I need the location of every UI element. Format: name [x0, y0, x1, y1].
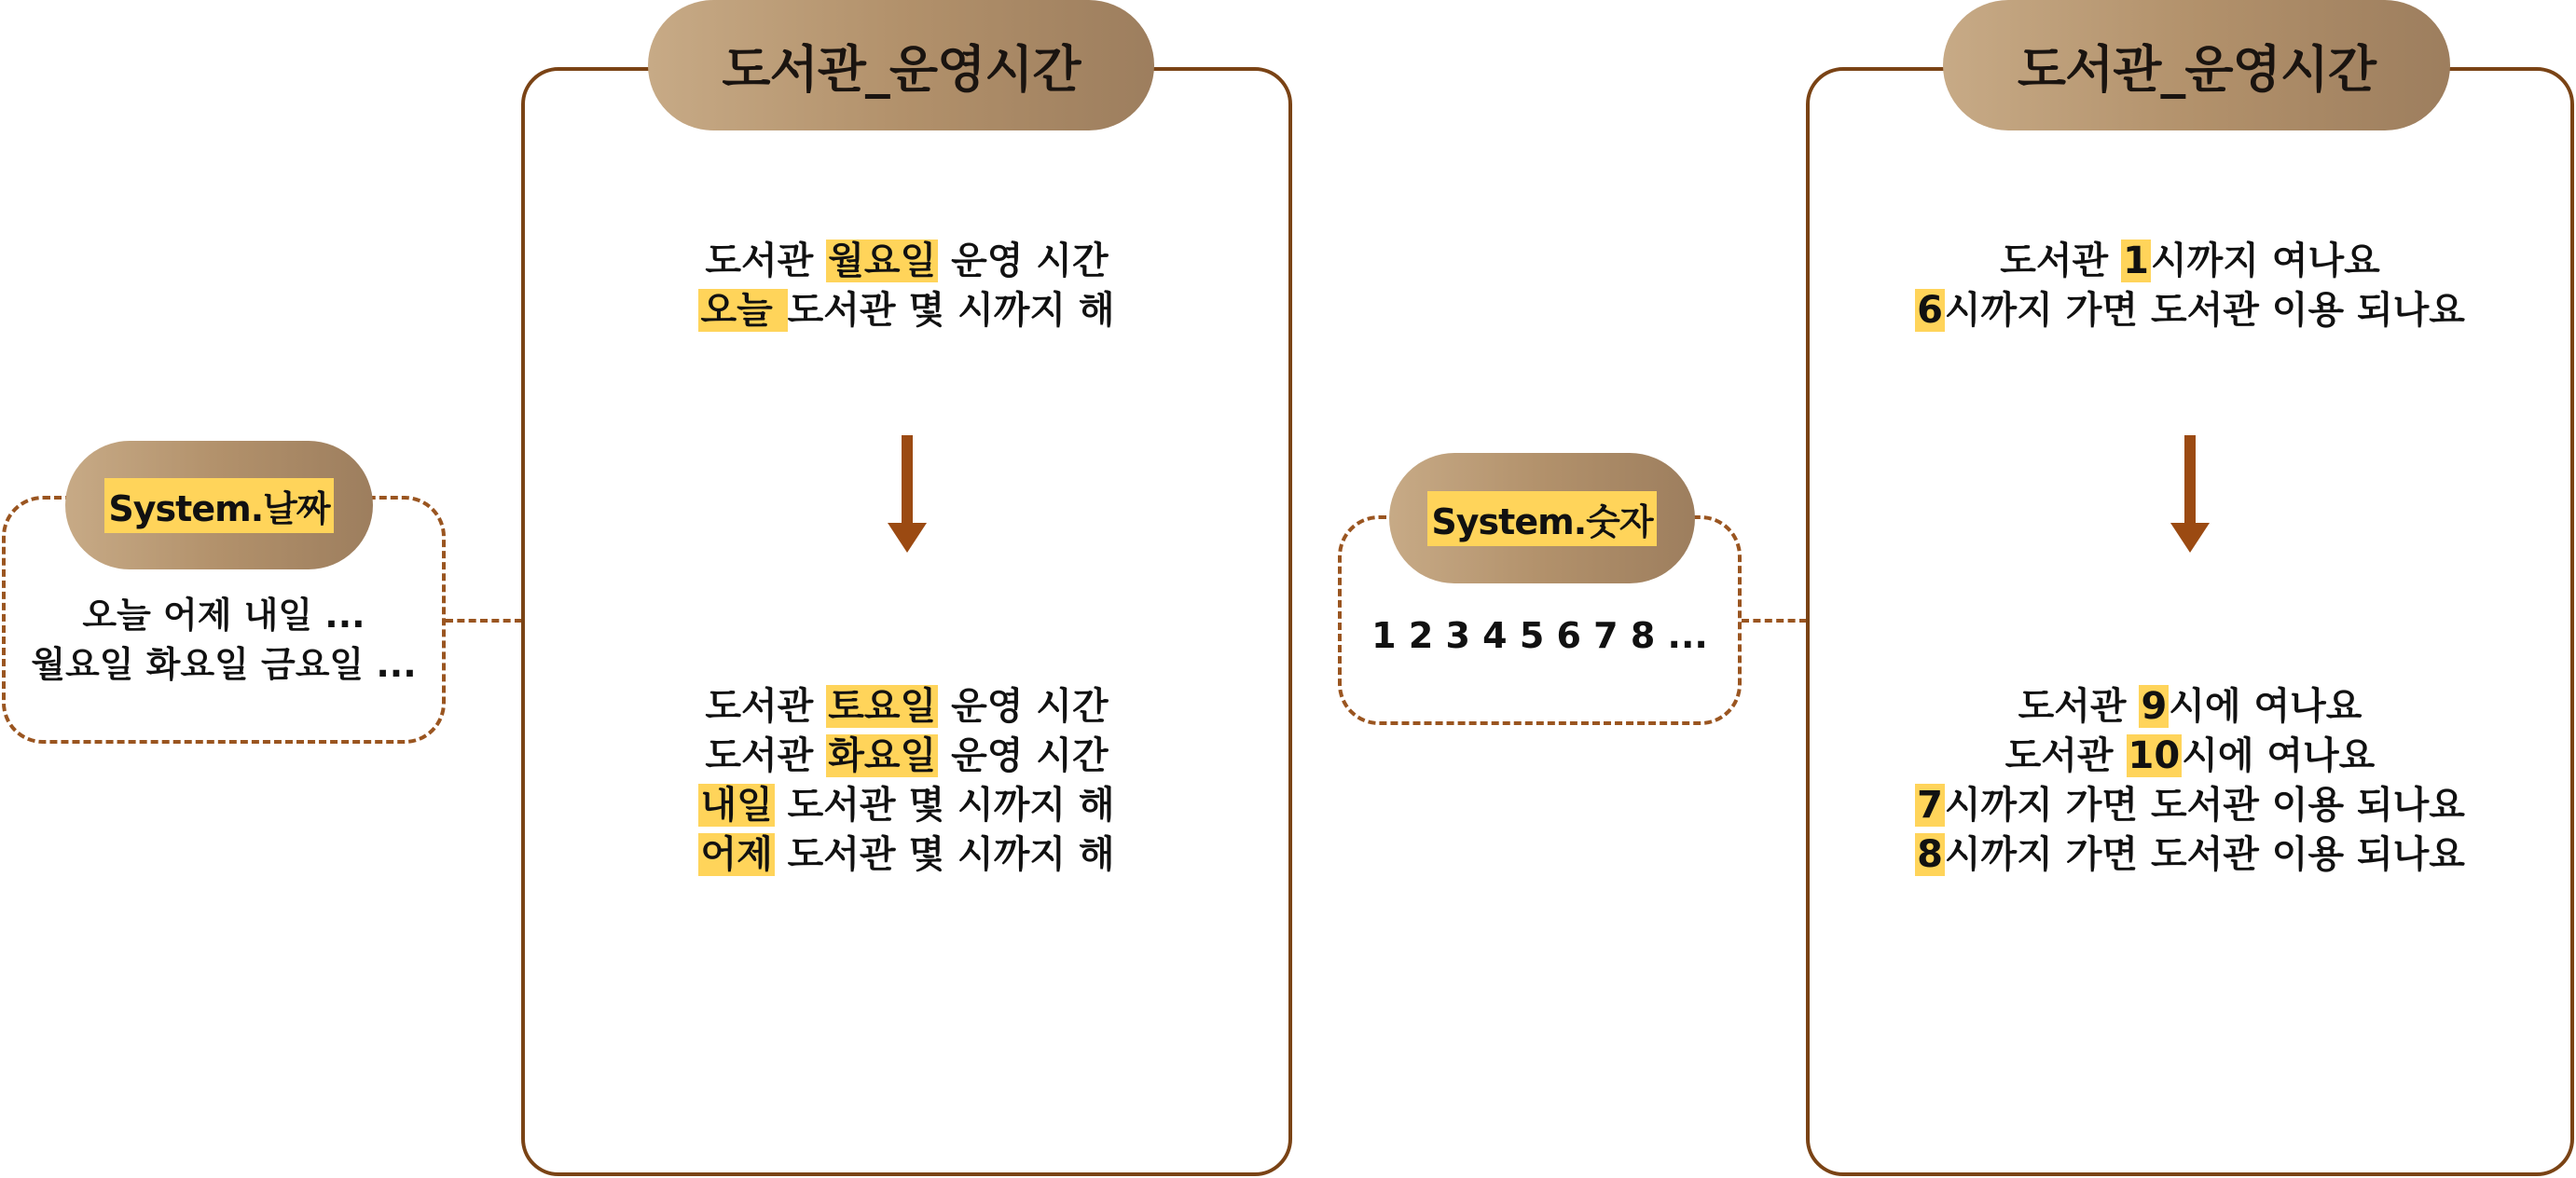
sentence-text: 시에 여나요: [2169, 685, 2362, 728]
sentence-text: 시까지 가면 도서관 이용 되나요: [1944, 289, 2465, 332]
arrow-head: [2170, 523, 2210, 553]
date-connector: [446, 619, 522, 623]
example-sentence: [1806, 682, 2574, 732]
entity-highlight: 토요일: [828, 685, 937, 728]
entity-highlight: 어제: [700, 833, 773, 876]
example-sentence: [1806, 732, 2574, 781]
example-sentence: [521, 830, 1292, 880]
arrow-shaft: [902, 435, 913, 527]
sentence-text: 도서관: [705, 734, 827, 777]
right-panel-title-pill: [1943, 0, 2450, 130]
number-source-line: 1 2 3 4 5 6 7 8 ...: [1371, 615, 1708, 656]
example-sentence: [1806, 286, 2574, 336]
sentence-text: 도서관: [2000, 240, 2122, 282]
example-sentence: [1806, 237, 2574, 286]
sentence-text: 운영 시간: [938, 240, 1109, 282]
arrow-head: [888, 523, 927, 553]
sentence-text: 시까지 가면 도서관 이용 되나요: [1944, 833, 2465, 876]
left-panel-title-pill: [648, 0, 1154, 130]
example-sentence: [521, 732, 1292, 781]
entity-highlight: 7: [1917, 784, 1943, 827]
right-panel-title: 도서관_운영시간: [2017, 39, 2376, 99]
entity-highlight: 오늘: [700, 289, 786, 332]
date-source-pill: [65, 441, 373, 569]
number-source-label: System.숫자: [1427, 491, 1656, 546]
entity-highlight: 6: [1917, 289, 1943, 332]
example-sentence: [521, 237, 1292, 286]
sentence-text: 도서관: [2018, 685, 2140, 728]
arrow-shaft: [2184, 435, 2196, 527]
sentence-text: 시까지 여나요: [2150, 240, 2380, 282]
entity-highlight: 10: [2128, 734, 2181, 777]
sentence-text: 도서관 몇 시까지 해: [774, 833, 1115, 876]
date-source-examples: [2, 591, 446, 690]
left-before-examples: [521, 237, 1292, 336]
entity-highlight: 화요일: [828, 734, 937, 777]
sentence-text: 도서관 몇 시까지 해: [787, 289, 1115, 332]
entity-highlight: 내일: [700, 784, 773, 827]
number-source-pill: [1389, 453, 1695, 583]
right-arrow-down-icon: [2167, 435, 2213, 556]
sentence-text: 시에 여나요: [2182, 734, 2376, 777]
example-sentence: [1806, 830, 2574, 880]
sentence-text: 도서관: [705, 240, 827, 282]
date-source-line: 오늘 어제 내일 ...: [82, 595, 365, 636]
date-source-line: 월요일 화요일 금요일 ...: [31, 644, 417, 685]
sentence-text: 도서관 몇 시까지 해: [774, 784, 1115, 827]
example-sentence: [521, 682, 1292, 732]
right-after-examples: [1806, 682, 2574, 880]
number-source-examples: [1338, 611, 1742, 661]
example-sentence: [521, 781, 1292, 830]
example-sentence: [521, 286, 1292, 336]
number-connector: [1742, 619, 1807, 623]
entity-highlight: 8: [1917, 833, 1943, 876]
sentence-text: 도서관: [2004, 734, 2127, 777]
example-sentence: [1806, 781, 2574, 830]
right-panel: [1806, 67, 2574, 1176]
left-panel-title: 도서관_운영시간: [722, 39, 1081, 99]
right-before-examples: [1806, 237, 2574, 336]
date-source-label: System.날짜: [104, 478, 333, 533]
sentence-text: 운영 시간: [938, 734, 1109, 777]
sentence-text: 운영 시간: [938, 685, 1109, 728]
entity-highlight: 9: [2141, 685, 2168, 728]
left-arrow-down-icon: [884, 435, 930, 556]
sentence-text: 도서관: [705, 685, 827, 728]
entity-highlight: 1: [2123, 240, 2149, 282]
entity-highlight: 월요일: [828, 240, 937, 282]
left-after-examples: [521, 682, 1292, 880]
left-panel: [521, 67, 1292, 1176]
sentence-text: 시까지 가면 도서관 이용 되나요: [1944, 784, 2465, 827]
